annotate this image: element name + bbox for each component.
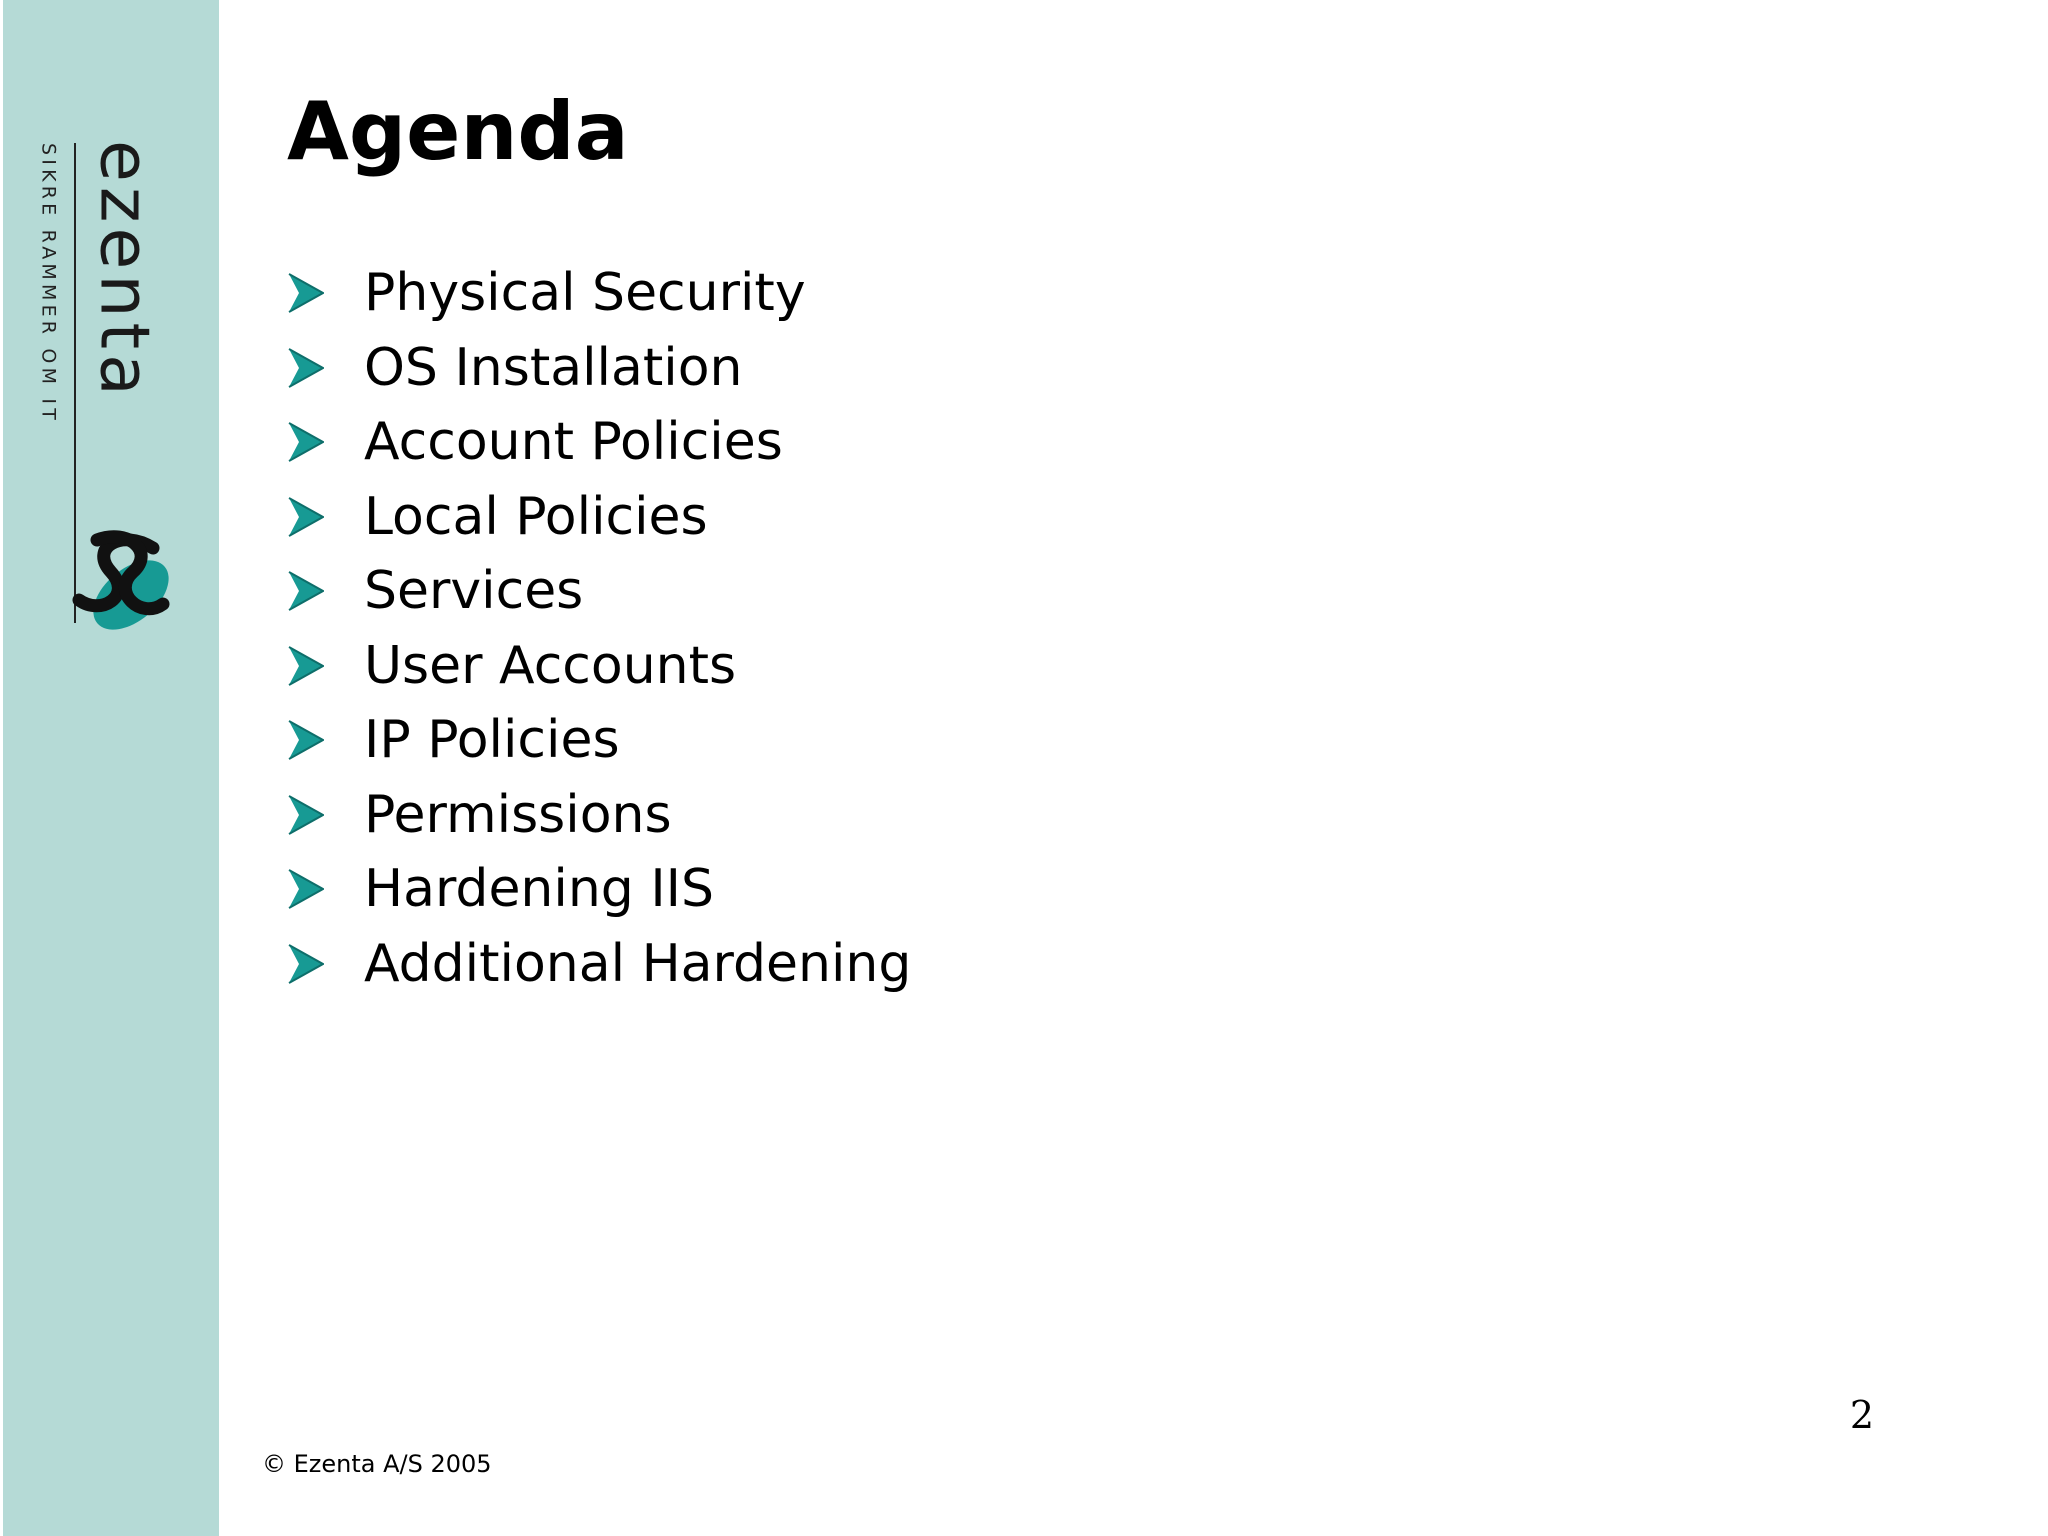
agenda-list	[288, 256, 911, 1001]
agenda-item	[288, 554, 911, 629]
arrow-bullet-icon	[288, 944, 324, 984]
agenda-item	[288, 256, 911, 331]
agenda-item-label: User Accounts	[364, 635, 737, 696]
arrow-bullet-icon	[288, 348, 324, 388]
agenda-item-label: Additional Hardening	[364, 933, 912, 994]
agenda-item	[288, 927, 911, 1002]
ezenta-logo-graphic	[3, 0, 219, 650]
page-number: 2	[1849, 1393, 1874, 1437]
arrow-bullet-icon	[288, 646, 324, 686]
logo-tagline: SIKRE RAMMER OM IT	[37, 143, 60, 425]
arrow-bullet-icon	[288, 795, 324, 835]
agenda-item	[288, 405, 911, 480]
agenda-item	[288, 480, 911, 555]
arrow-bullet-icon	[288, 720, 324, 760]
arrow-bullet-icon	[288, 422, 324, 462]
arrow-bullet-icon	[288, 273, 324, 313]
arrow-bullet-icon	[288, 869, 324, 909]
agenda-item-label: IP Policies	[364, 710, 620, 771]
agenda-item-label: Account Policies	[364, 412, 783, 473]
agenda-item-label: Hardening IIS	[364, 859, 715, 920]
agenda-item	[288, 852, 911, 927]
logo-emblem-icon	[79, 537, 181, 643]
ezenta-logo	[3, 0, 219, 650]
agenda-item-label: Local Policies	[364, 486, 708, 547]
agenda-item	[288, 703, 911, 778]
arrow-bullet-icon	[288, 571, 324, 611]
agenda-item-label: OS Installation	[364, 337, 743, 398]
slide-title: Agenda	[287, 85, 629, 178]
agenda-item	[288, 778, 911, 853]
logo-wordmark: ezenta	[84, 140, 164, 401]
agenda-item	[288, 629, 911, 704]
sidebar	[3, 0, 219, 1536]
agenda-item	[288, 331, 911, 406]
agenda-item-label: Permissions	[364, 784, 672, 845]
arrow-bullet-icon	[288, 497, 324, 537]
agenda-item-label: Physical Security	[364, 263, 806, 324]
agenda-item-label: Services	[364, 561, 584, 622]
copyright-footer: © Ezenta A/S 2005	[262, 1450, 492, 1478]
